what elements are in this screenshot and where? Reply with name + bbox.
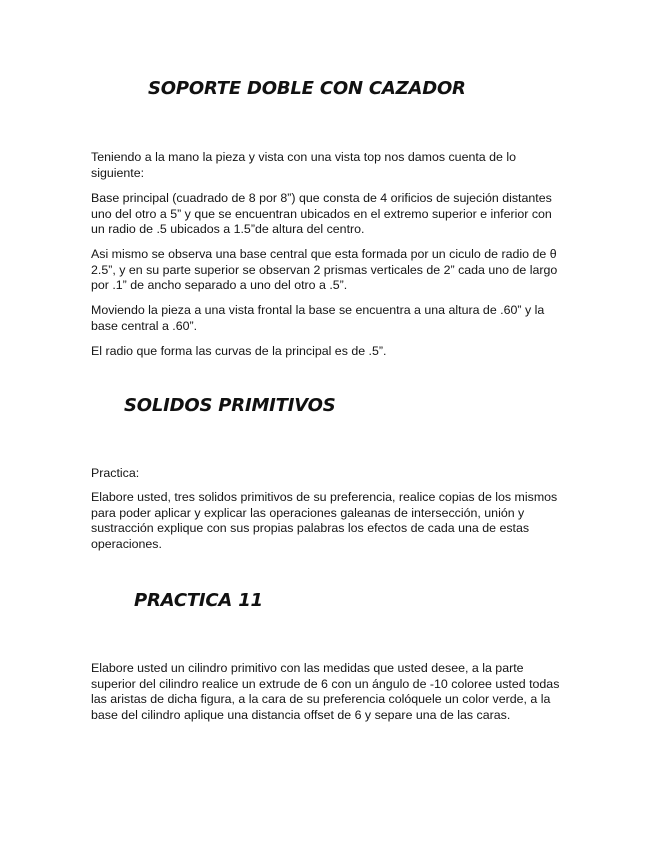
paragraph-base-central: Asi mismo se observa una base central que esta formada por un ciculo de radio de θ 2.5”, y en su parte superior se observan 2 prismas verticales de 2” cada uno de largo por .1” de ancho separado a uno del otro a .5”. xyxy=(91,247,558,292)
heading-soporte-doble: SOPORTE DOBLE CON CAZADOR xyxy=(148,78,466,99)
paragraph-practica-label: Practica: xyxy=(91,466,140,480)
heading-practica-11: PRACTICA 11 xyxy=(134,590,263,611)
paragraph-practica-solidos: Elabore usted, tres solidos primitivos de su preferencia, realice copias de los mismos para poder aplicar y explicar las operaciones galeanas de intersección, unión y sustracción explique con sus propias palabras los efectos de cada una de estas operaciones. xyxy=(91,490,558,551)
paragraph-intro: Teniendo a la mano la pieza y vista con una vista top nos damos cuenta de lo siguiente: xyxy=(91,150,516,180)
paragraph-practica-cilindro: Elabore usted un cilindro primitivo con las medidas que usted desee, a la parte superior del cilindro realice un extrude de 6 con un ángulo de -10 coloree usted todas las aristas de dicha figura, a la cara de su preferencia colóquele un color verde, a la base del cilindro aplique una distancia offset de 6 y separe una de las caras. xyxy=(91,661,560,722)
paragraph-radio: El radio que forma las curvas de la principal es de .5”. xyxy=(91,344,387,358)
paragraph-vista-frontal: Moviendo la pieza a una vista frontal la base se encuentra a una altura de .60” y la base central a .60”. xyxy=(91,303,545,333)
heading-solidos-primitivos: SOLIDOS PRIMITIVOS xyxy=(124,395,336,416)
paragraph-base-principal: Base principal (cuadrado de 8 por 8”) que consta de 4 orificios de sujeción distantes uno del otro a 5” y que se encuentran ubicados en el extremo superior e inferior con un radio de .5 ubicados a 1.5”de altura del centro. xyxy=(91,191,552,236)
